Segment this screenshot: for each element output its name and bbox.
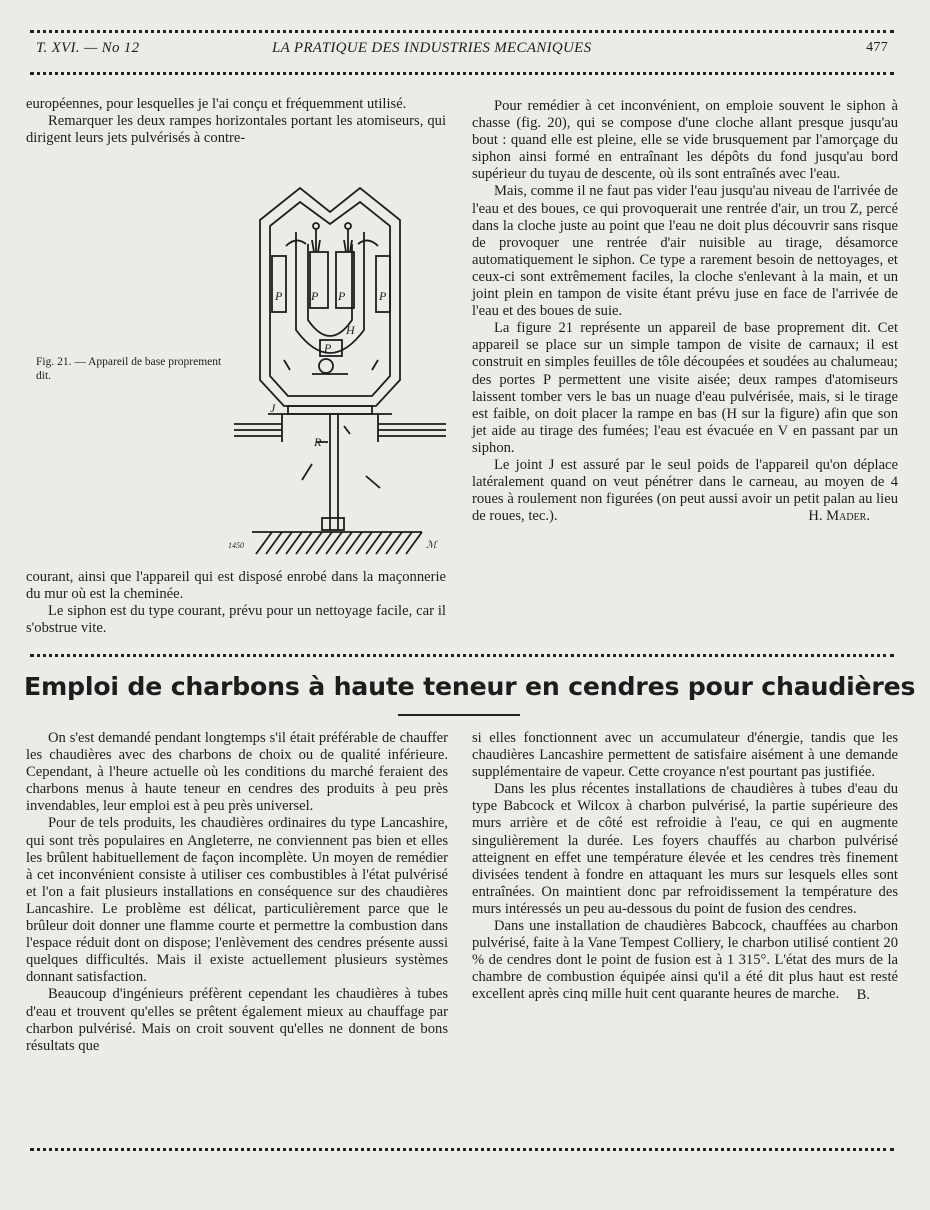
figure-caption: Fig. 21. — Appareil de base proprement dit. [36,356,222,382]
label-symbol: ℳ [426,540,437,551]
article-right-column [472,730,898,1004]
label-1450: 1450 [228,541,244,550]
paragraph: On s'est demandé pendant longtemps s'il était préférable de chauffer les chaudières avec des charbons de choix ou de qualité inférieure. Cependant, à l'heure actuelle où les conditions du marché feraient des charbons menus à haute teneur en cendres des produits à peu près invendables, leur emploi est à peu près universel. [26,730,448,815]
paragraph: Mais, comme il ne faut pas vider l'eau jusqu'au niveau de l'arrivée de l'eau et des boues, ce qui provoquerait une rentrée d'air, un trou Z, percé dans la cloche juste au point que l'eau ne doit plus découvrir sans risque de provoquer une rentrée d'air nuisible au tirage, désamorce automatiquement le siphon. Ce type a rarement besoin de nettoyages, et ceux-ci sont extrêmement faciles, la cloche s'enlevant à la main, et un joint plein en tampon de visite étant prévu juse en face de l'arrivée de l'eau et des boues de suie. [472,183,898,320]
paragraph: Pour remédier à cet inconvénient, on emploie souvent le siphon à chasse (fig. 20), qui se compose d'une cloche allant presque jusqu'au bout : quand elle est pleine, elle se vide brusquement par l'amorçage du siphon ainsi formé en entraînant les dépôts du fond jusqu'au bord supérieur du tuyau de descente, où ils sont entraînés avec l'eau. [472,98,898,183]
article-left-column [26,730,448,1055]
page-number: 477 [866,40,888,55]
top-left-column [26,96,446,147]
label-P: P [275,289,283,303]
journal-title: LA PRATIQUE DES INDUSTRIES MECANIQUES [272,40,592,56]
paragraph: Le joint J est assuré par le seul poids de l'appareil qu'on déplace latéralement quand on veut pénétrer dans le carneau, au moyen de 4 roues à roulement non figurées (on peut aussi avoir un petit palan au lieu de roues, tec.). [472,456,898,525]
author-signature: H. Mader. [808,508,870,525]
paragraph: Remarquer les deux rampes horizontales portant les atomiseurs, qui dirigent leurs jets pulvérisés à contre- [26,113,446,147]
article-title: Emploi de charbons à haute teneur en cendres pour chaudières [24,672,916,701]
paragraph: Beaucoup d'ingénieurs préfèrent cependant les chaudières à tubes d'eau et trouvent qu'elles se prêtent également mieux au chauffage par charbon pulvérisé. Mais on croit souvent qu'elles ne donnent de bons résultats que [26,986,448,1054]
paragraph: Dans une installation de chaudières Babcock, chauffées au charbon pulvérisé, faite à la Vane Tempest Colliery, le charbon utilisé contient 20 % de cendres dont le point de fusion est à 1 315°. L'état des murs de la chambre de combustion équipée ainsi qu'il a été dit plus haut est resté excellent après cinq mille huit cent quarante heures de marche. [472,918,898,1003]
running-header [36,40,890,66]
paragraph: courant, ainsi que l'appareil qui est disposé enrobé dans la maçonnerie du mur où est la cheminée. [26,569,446,603]
paragraph: La figure 21 représente un appareil de base proprement dit. Cet appareil se place sur un simple tampon de visite de carnaux; il est construit en simples feuilles de tôle découpées et soudées au chalumeau; des portes P permettent une visite aisée; deux rampes d'atomiseurs laissent tomber vers le bas un nuage d'eau pulvérisée, mais, si le tirage est faible, on doit placer la rampe en bas (H sur la figure) afin que son jet aide au tirage des fumées; l'eau est évacuée en V en passant par un siphon. [472,320,898,456]
paragraph: européennes, pour lesquelles je l'ai conçu et fréquemment utilisé. [26,96,407,112]
label-R: R [314,435,322,449]
label-P: P [324,341,332,355]
bottom-dotted-rule [30,1148,894,1151]
author-signature: B. [856,986,870,1003]
label-H: H [346,323,355,337]
title-underline [398,714,520,716]
top-left-column-continued [26,569,446,637]
paragraph: Le siphon est du type courant, prévu pour un nettoyage facile, car il s'obstrue vite. [26,603,446,637]
section-dotted-rule [30,654,894,657]
header-dotted-rule [30,72,894,75]
top-right-column [472,98,898,525]
label-J: J [270,401,276,415]
paragraph: Dans les plus récentes installations de chaudières à tubes d'eau du type Babcock et Wilcox à charbon pulvérisé, la partie supérieure des murs arrière et de côté est refroidie à l'eau, ce qui en augmente singulièrement la durée. Les foyers chauffés au charbon pulvérisé atteignent en effet une température élevée et les cendres très finement divisées tendent à fondre en attaquant les murs sur lesquels elles sont entraînées. On maintient donc par refroidissement la température des murs intéressés un peu au-dessous du point de fusion des cendres. [472,781,898,917]
top-dotted-rule [30,30,894,33]
label-P: P [311,289,319,303]
figure-21-diagram [226,180,452,565]
paragraph: si elles fonctionnent avec un accumulateur d'énergie, tandis que les chaudières Lancashire permettent de satisfaire aisément à une demande supplémentaire de vapeur. Cette croyance n'est pourtant pas justifiée. [472,730,898,781]
paragraph: Pour de tels produits, les chaudières ordinaires du type Lancashire, qui sont très populaires en Angleterre, ne conviennent pas bien et elles les brûlent habituellement de façon incomplète. Un moyen de remédier à cet inconvénient consiste à utiliser ces combustibles à l'état pulvérisé et l'on a fait plusieurs installations en conséquence sur des chaudières Lancashire. Le problème est délicat, particulièrement parce que le brûleur doit donner une flamme courte et permettre la combustion dans l'espace réduit dont on dispose; l'enlèvement des cendres présente aussi quelques difficultés. Mais il existe actuellement plusieurs systèmes donnant satisfaction. [26,815,448,986]
label-P: P [379,289,387,303]
volume-number: T. XVI. — No 12 [36,40,140,56]
label-P: P [338,289,346,303]
